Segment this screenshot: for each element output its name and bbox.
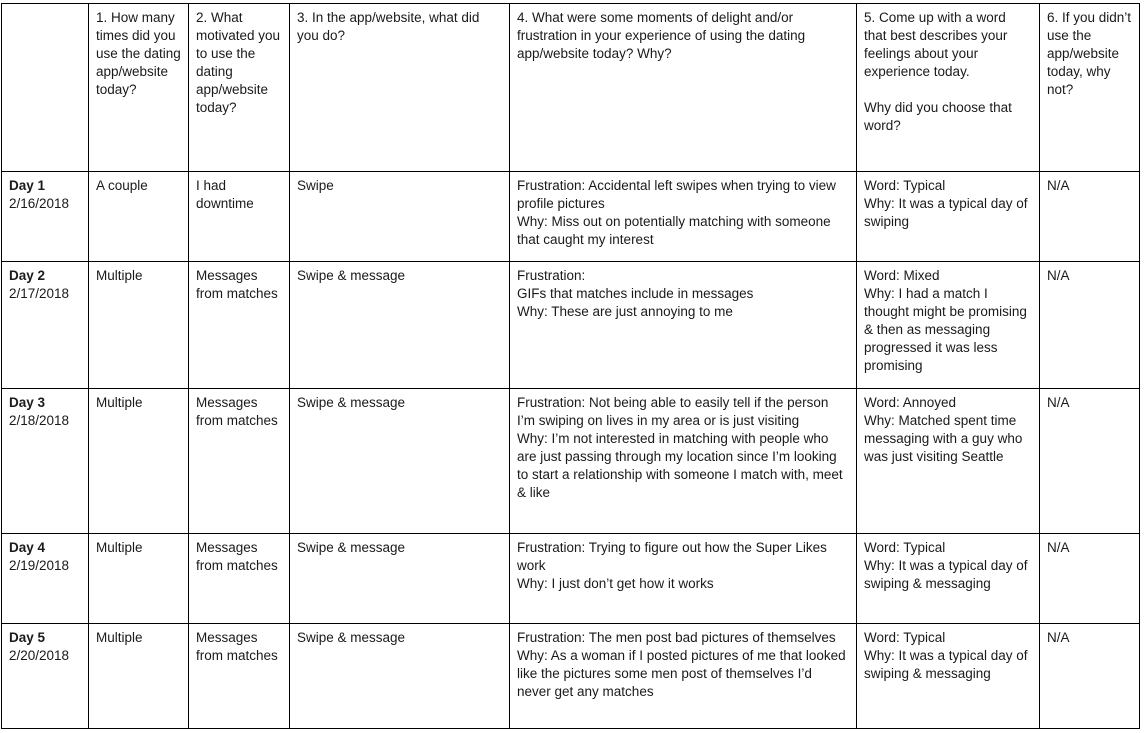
- day-date: 2/19/2018: [9, 558, 70, 573]
- day-cell: [2, 534, 89, 624]
- feeling-word-cell: Word: Annoyed Why: Matched spent time messaging with a guy who was just visiting Seattle: [857, 389, 1040, 534]
- usage-count-cell: A couple: [89, 172, 189, 262]
- header-corner-cell: [2, 4, 89, 172]
- moments-cell: Frustration: Trying to figure out how the Super Likes work Why: I just don’t get how it works: [510, 534, 857, 624]
- activity-cell: Swipe & message: [290, 262, 510, 389]
- motivation-cell: I had downtime: [189, 172, 290, 262]
- day-cell: [2, 262, 89, 389]
- header-not-used-reason: 6. If you didn’t use the app/website today, why not?: [1040, 4, 1140, 172]
- day-label: Day 4: [9, 540, 46, 555]
- diary-study-table: [1, 3, 1140, 729]
- moments-cell: Frustration: Accidental left swipes when trying to view profile pictures Why: Miss out on potentially matching with someone that caught my interest: [510, 172, 857, 262]
- motivation-cell: Messages from matches: [189, 624, 290, 729]
- moments-cell: Frustration: GIFs that matches include in messages Why: These are just annoying to me: [510, 262, 857, 389]
- day-date: 2/18/2018: [9, 413, 70, 428]
- day-date: 2/17/2018: [9, 286, 70, 301]
- header-usage-count: 1. How many times did you use the dating app/website today?: [89, 4, 189, 172]
- table-row: [2, 172, 1140, 262]
- activity-cell: Swipe & message: [290, 534, 510, 624]
- header-activity: 3. In the app/website, what did you do?: [290, 4, 510, 172]
- table-row: [2, 534, 1140, 624]
- not-used-cell: N/A: [1040, 624, 1140, 729]
- moments-cell: Frustration: Not being able to easily tell if the person I’m swiping on lives in my area or is just visiting Why: I’m not interested in matching with people who are just passing through my location since I’m looking to start a relationship with someone I match with, meet & like: [510, 389, 857, 534]
- feeling-word-cell: Word: Typical Why: It was a typical day of swiping & messaging: [857, 534, 1040, 624]
- day-cell: [2, 624, 89, 729]
- not-used-cell: N/A: [1040, 534, 1140, 624]
- day-label: Day 3: [9, 395, 46, 410]
- motivation-cell: Messages from matches: [189, 534, 290, 624]
- not-used-cell: N/A: [1040, 262, 1140, 389]
- usage-count-cell: Multiple: [89, 262, 189, 389]
- motivation-cell: Messages from matches: [189, 262, 290, 389]
- activity-cell: Swipe & message: [290, 624, 510, 729]
- day-date: 2/20/2018: [9, 648, 70, 663]
- moments-cell: Frustration: The men post bad pictures of themselves Why: As a woman if I posted pictures of me that looked like the pictures some men post of themselves I’d never get any matches: [510, 624, 857, 729]
- feeling-word-cell: Word: Typical Why: It was a typical day of swiping & messaging: [857, 624, 1040, 729]
- table-row: [2, 624, 1140, 729]
- usage-count-cell: Multiple: [89, 624, 189, 729]
- day-date: 2/16/2018: [9, 196, 70, 211]
- feeling-word-cell: Word: Mixed Why: I had a match I thought might be promising & then as messaging progressed it was less promising: [857, 262, 1040, 389]
- header-motivation: 2. What motivated you to use the dating app/website today?: [189, 4, 290, 172]
- activity-cell: Swipe: [290, 172, 510, 262]
- header-row: [2, 4, 1140, 172]
- feeling-word-cell: Word: Typical Why: It was a typical day of swiping: [857, 172, 1040, 262]
- header-feeling-word: 5. Come up with a word that best describes your feelings about your experience today. Why did you choose that word?: [857, 4, 1040, 172]
- usage-count-cell: Multiple: [89, 534, 189, 624]
- day-label: Day 1: [9, 178, 46, 193]
- day-label: Day 5: [9, 630, 46, 645]
- not-used-cell: N/A: [1040, 389, 1140, 534]
- table-row: [2, 262, 1140, 389]
- usage-count-cell: Multiple: [89, 389, 189, 534]
- day-cell: [2, 172, 89, 262]
- day-cell: [2, 389, 89, 534]
- day-label: Day 2: [9, 268, 46, 283]
- activity-cell: Swipe & message: [290, 389, 510, 534]
- header-moments: 4. What were some moments of delight and/or frustration in your experience of using the dating app/website today? Why?: [510, 4, 857, 172]
- not-used-cell: N/A: [1040, 172, 1140, 262]
- table-row: [2, 389, 1140, 534]
- motivation-cell: Messages from matches: [189, 389, 290, 534]
